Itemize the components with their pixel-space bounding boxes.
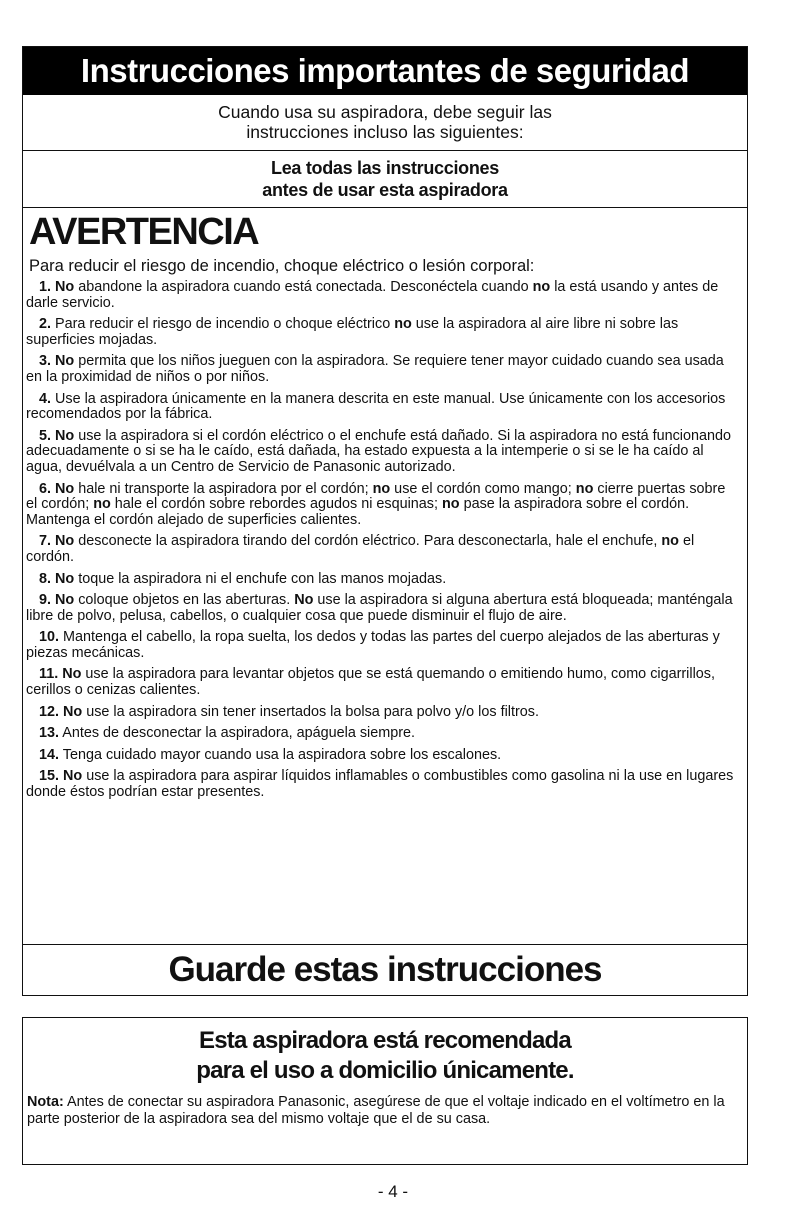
rule-text: hale el cordón sobre rebordes agudos ni esquinas; [110,496,442,513]
read-all-notice [23,151,747,208]
rule-emphasis: no [93,496,111,513]
rule-number: 8. [39,570,52,587]
rule-emphasis: No [55,427,75,444]
warning-lead: Para reducir el riesgo de incendio, choque eléctrico o lesión corporal: [29,257,535,275]
rule-emphasis: No [63,768,83,785]
rule-emphasis: no [575,480,594,497]
rule-text: use la aspiradora al aire libre ni sobre las superficies mojadas. [26,316,679,348]
rule-number: 4. [39,390,52,407]
safety-rule-item [26,392,739,423]
rule-text: abandone la aspiradora cuando está conectada. Desconéctela cuando [74,279,533,295]
rule-emphasis: No [55,570,75,587]
rule-text: use la aspiradora para levantar objetos que se está quemando o emitiendo humo, como cigarrillos, cerillos o cenizas calientes. [26,666,715,699]
safety-rule-item [26,572,739,588]
safety-rule-item [26,593,739,624]
safety-rule-item [26,482,739,529]
rule-number: 5. [39,427,52,444]
rule-number: 6. [39,480,52,497]
rule-emphasis: No [63,703,83,720]
rule-emphasis: No [55,533,75,550]
safety-rule-item [26,769,739,800]
rule-emphasis: No [55,353,75,370]
page-number: - 4 - [377,1182,409,1201]
rule-number: 3. [39,353,52,370]
safety-rule-item [26,317,739,348]
household-line-1: Esta aspiradora está recomendada [199,1027,571,1054]
rule-number: 12. [39,703,60,720]
rule-text: use la aspiradora si el cordón eléctrico o el enchufe está dañado. Si la aspiradora no está funcionando adecuadamente o si se ha le caído, está dañada, ha estado expuesta a la intemperie o si se le ha caído al agua, devuélvala a un Centro de Servicio de Panasonic autorizado. [26,427,732,475]
rule-emphasis: No [55,592,75,609]
safety-rule-item [26,726,739,742]
save-instructions-heading: Guarde estas instrucciones [23,944,747,995]
rule-text: Use la aspiradora únicamente en la manera descrita en este manual. Use únicamente con los accesorios recomendados por la fábrica. [26,390,726,423]
rule-emphasis: No [62,666,82,683]
rule-text: Tenga cuidado mayor cuando usa la aspiradora sobre los escalones. [62,746,502,763]
intro-line-1: Cuando usa su aspiradora, debe seguir las [218,102,552,122]
warning-heading: AVERTENCIA [29,211,259,253]
note-text: Antes de conectar su aspiradora Panasonic, asegúrese de que el voltaje indicado en el voltímetro en la parte posterior de la aspiradora sea del mismo voltaje que el de su casa. [27,1094,725,1127]
household-use-box [22,1017,748,1165]
rule-text: Mantenga el cabello, la ropa suelta, los dedos y todas las partes del cuerpo alejados de las aberturas y piezas mecánicas. [26,629,720,661]
safety-rules-list [23,280,747,801]
rule-text: coloque objetos en las aberturas. [74,592,295,609]
safety-rule-item [26,748,739,764]
rule-emphasis: no [394,316,412,333]
household-use-heading [23,1018,747,1086]
rule-number: 14. [39,746,60,763]
safety-instructions-box [22,46,748,996]
rule-text: pase la aspiradora sobre el cordón. Mantenga el cordón alejado de superficies calientes. [26,496,690,528]
safety-rule-item [26,354,739,385]
rule-emphasis: no [661,533,679,550]
voltage-note [23,1086,747,1128]
rule-number: 13. [39,725,60,742]
rule-text: el cordón. [26,533,695,565]
safety-rule-item [26,429,739,476]
rule-number: 10. [39,629,60,646]
rule-emphasis: No [55,279,75,295]
rule-text: cierre puertas sobre el cordón; [26,480,726,513]
intro-line-2: instrucciones incluso las siguientes: [246,122,524,142]
read-all-line-1: Lea todas las instrucciones [271,158,499,178]
rule-emphasis: no [532,279,551,295]
safety-rule-item [26,534,739,565]
rule-text: la está usando y antes de darle servicio. [26,279,719,311]
safety-rule-item [26,280,739,311]
rule-number: 9. [39,592,52,609]
read-all-line-2: antes de usar esta aspiradora [262,180,508,200]
rule-number: 7. [39,533,52,550]
safety-rule-item [26,667,739,698]
rule-number: 1. [39,279,52,295]
rule-text: Para reducir el riesgo de incendio o choque eléctrico [55,316,395,333]
safety-rule-item [26,705,739,721]
rule-text: use la aspiradora sin tener insertados la bolsa para polvo y/o los filtros. [82,703,539,720]
rule-number: 15. [39,768,60,785]
rule-emphasis: No [294,592,314,609]
rule-emphasis: no [372,480,391,497]
household-line-2: para el uso a domicilio únicamente. [196,1057,574,1084]
rule-text: permita que los niños jueguen con la aspiradora. Se requiere tener mayor cuidado cuando sea usada en la proximidad de niños o por niños. [26,353,724,385]
rule-emphasis: no [442,496,460,513]
page-title: Instrucciones importantes de seguridad [23,47,747,95]
safety-rule-item [26,630,739,661]
rule-text: use la aspiradora si alguna abertura está bloqueada; manténgala libre de polvo, pelusa, cabellos, o cualquier cosa que puede disminuir el flujo de aire. [26,592,733,624]
rule-emphasis: No [55,480,75,497]
rule-number: 2. [39,316,52,333]
rule-text: desconecte la aspiradora tirando del cordón eléctrico. Para desconectarla, hale el enchufe, [74,533,662,550]
rule-text: use la aspiradora para aspirar líquidos inflamables o combustibles como gasolina ni la use en lugares donde éstos podrían estar presentes. [26,768,734,801]
rule-text: toque la aspiradora ni el enchufe con las manos mojadas. [74,570,447,587]
rule-text: use el cordón como mango; [390,480,576,497]
rule-number: 11. [39,666,59,683]
note-label: Nota: [27,1094,64,1110]
intro-text [23,95,747,151]
rule-text: Antes de desconectar la aspiradora, apáguela siempre. [62,725,416,742]
rule-text: hale ni transporte la aspiradora por el cordón; [74,480,373,497]
